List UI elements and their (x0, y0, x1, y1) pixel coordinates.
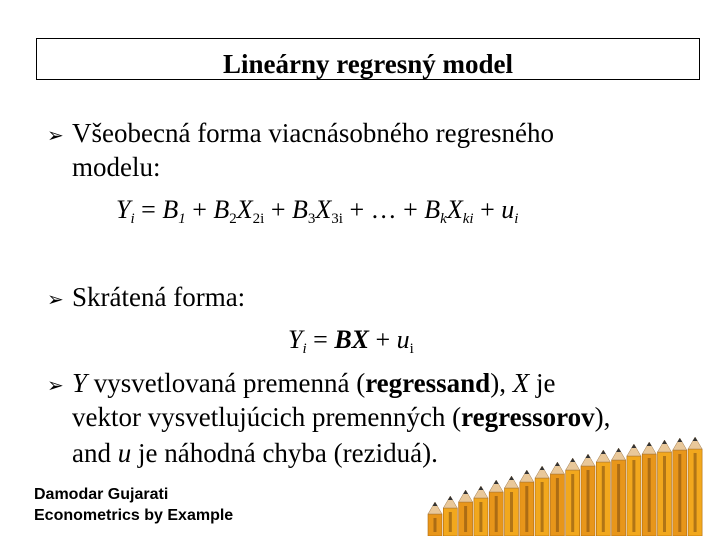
short-formula: $Y_i$ = BX + $u_i$ (288, 325, 414, 357)
bullet-definitions-line2: vektor vysvetlujúcich premenných (regressorov), (72, 402, 611, 432)
pencil (627, 444, 641, 536)
pencil (688, 437, 702, 536)
pencil (596, 450, 610, 536)
general-formula: $Y_i = B_1 + B_2X_{2i} + B_3X_{3i}$ + … + $B_kX_{ki} + u_i$ (116, 195, 519, 227)
pencil (535, 466, 549, 536)
pencil (428, 502, 442, 536)
pencil (673, 438, 687, 536)
pencil (489, 480, 503, 536)
pencils-image (424, 436, 708, 536)
pencil (520, 470, 534, 536)
pencil (566, 458, 580, 536)
pencil (505, 476, 519, 536)
pencil (658, 440, 672, 536)
bullet-short-form (47, 280, 245, 316)
bullet-definitions: ➢ Y vysvetlovaná premenná (regressand), X je (47, 366, 555, 402)
pencil (642, 442, 656, 536)
title-box (36, 38, 700, 80)
slide-title: Lineárny regresný model (223, 48, 513, 79)
pencil (581, 454, 595, 536)
bullet-continuation: modelu: (72, 152, 161, 182)
bullet-definitions-line3: and u je náhodná chyba (reziduá). (72, 438, 438, 468)
bullet-text: Všeobecná forma viacnásobného regresného (72, 118, 555, 148)
pencil (612, 448, 626, 536)
reference-credit (34, 484, 233, 526)
pencil (443, 496, 457, 536)
reference-book: Econometrics by Example (34, 507, 234, 524)
bullet-text: Skrátená forma: (72, 282, 246, 312)
arrow-bullet-icon: ➢ (47, 373, 64, 397)
pencil (459, 490, 473, 536)
reference-author: Damodar Gujarati (34, 486, 169, 503)
arrow-bullet-icon: ➢ (47, 287, 64, 311)
arrow-bullet-icon: ➢ (47, 123, 64, 147)
pencil (474, 486, 488, 536)
bullet-general-form (47, 116, 554, 152)
pencil (550, 462, 564, 536)
